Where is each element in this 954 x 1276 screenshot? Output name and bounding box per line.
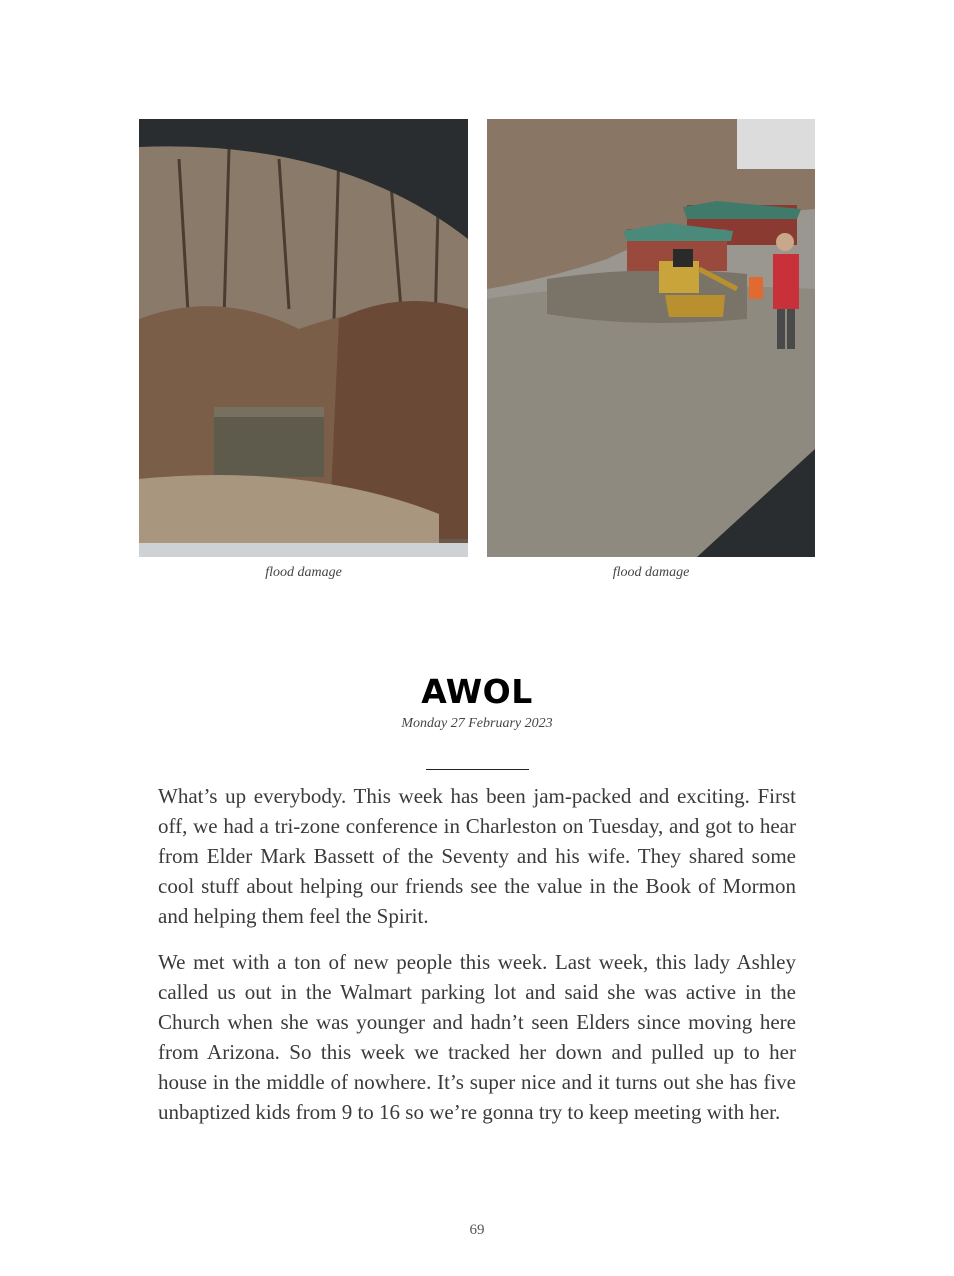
entry-date: Monday 27 February 2023 — [401, 716, 553, 731]
entry-title: AWOL — [421, 672, 533, 711]
page-number: 69 — [469, 1222, 485, 1238]
photo-caption-left: flood damage — [265, 565, 342, 580]
flood-photo-culvert — [139, 119, 468, 557]
title-divider — [426, 769, 529, 770]
culvert-photo-image — [139, 119, 468, 557]
entry-paragraph-2: We met with a ton of new people this week. Last week, this lady Ashley called us out in the Walmart parking lot and said she was active in the Church when she was younger and hadn’t seen Elders since moving here from Arizona. So this week we tracked her down and pulled up to her house in the middle of nowhere. It’s super nice and it turns out she has five unbaptized kids from 9 to 16 so we’re gonna try to keep meeting with her. — [158, 950, 796, 1124]
flood-photo-backhoe — [487, 119, 815, 557]
entry-body — [158, 781, 796, 1143]
entry-paragraph-1: What’s up everybody. This week has been jam-packed and exciting. First off, we had a tri-zone conference in Charleston on Tuesday, and got to hear from Elder Mark Bassett of the Seventy and his wife. They shared some cool stuff about helping our friends see the value in the Book of Mormon and helping them feel the Spirit. — [158, 784, 796, 928]
photo-caption-right: flood damage — [612, 565, 690, 580]
backhoe-photo-image — [487, 119, 815, 557]
